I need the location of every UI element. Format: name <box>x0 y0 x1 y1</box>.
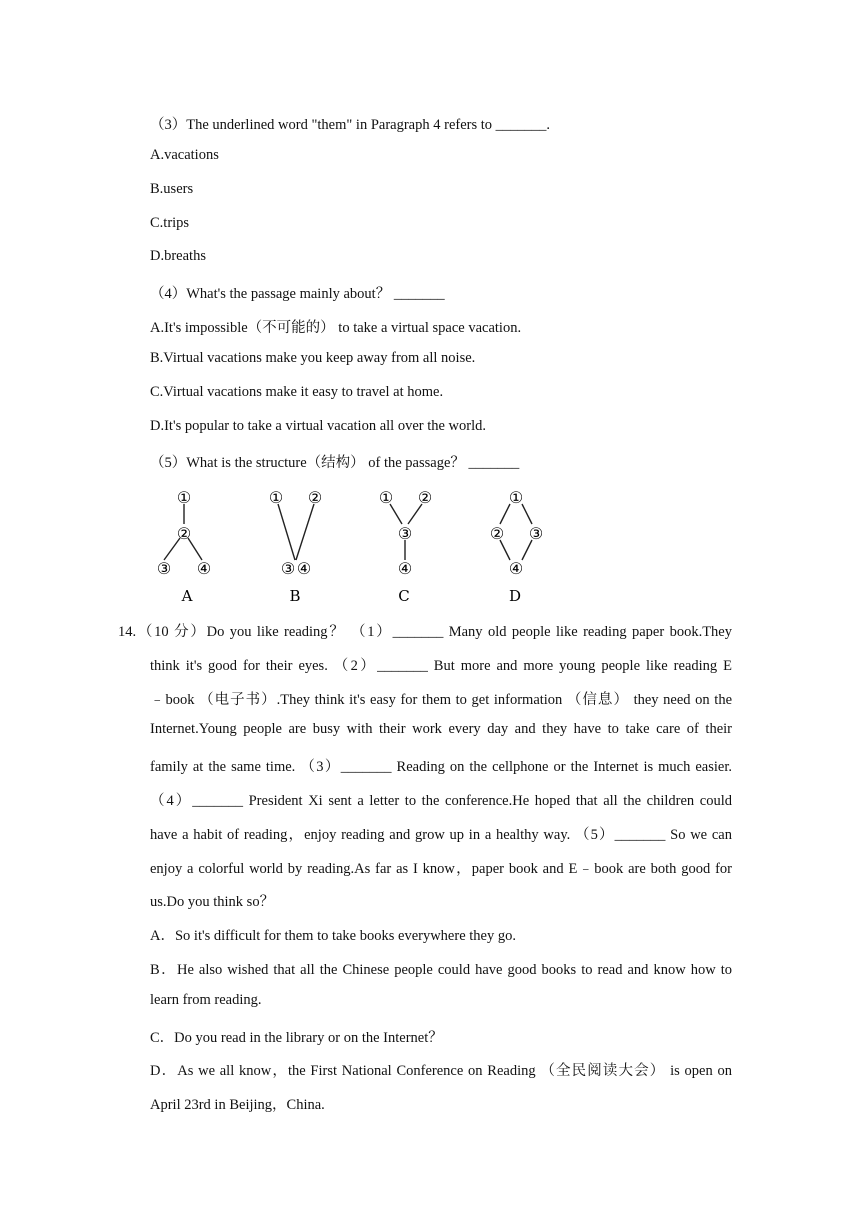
node: ② <box>489 524 505 543</box>
q14-option-c: C．Do you read in the library or on the Internet？ <box>150 1030 443 1046</box>
q14-passage-line: think it's good for their eyes. （2）_______ But more and more young people like reading E <box>150 658 732 674</box>
node: ② <box>417 488 433 507</box>
q14-option-b-cont: learn from reading. <box>150 992 262 1008</box>
node: ③ <box>280 559 296 578</box>
q3-option-a: A.vacations <box>150 147 219 163</box>
q14-passage-line: enjoy a colorful world by reading.As far as I know，paper book and E﹣book are both good for <box>150 861 732 877</box>
structure-diagrams <box>140 480 560 610</box>
diagram-d <box>500 504 532 560</box>
q14-passage-line: us.Do you think so？ <box>150 894 275 910</box>
q14-passage-line: 14.（10 分）Do you like reading？ （1）_______ Many old people like reading paper book.They <box>118 624 732 640</box>
q4-option-a: A.It's impossible（不可能的） to take a virtual space vacation. <box>150 320 522 336</box>
node: ③ <box>528 524 544 543</box>
q14-passage-line: have a habit of reading，enjoy reading and grow up in a healthy way. （5）_______ So we can <box>150 827 732 843</box>
q14-option-b: B．He also wished that all the Chinese people could have good books to read and know how to <box>150 962 732 978</box>
q5-stem: （5）What is the structure（结构） of the passage？ _______ <box>150 455 520 471</box>
q3-stem: （3）The underlined word "them" in Paragraph 4 refers to _______. <box>150 117 551 133</box>
diagram-label-d: D <box>508 587 522 605</box>
q4-option-c: C.Virtual vacations make it easy to travel at home. <box>150 384 444 400</box>
q14-option-d: D．As we all know，the First National Conference on Reading （全民阅读大会） is open on <box>150 1063 732 1079</box>
node: ① <box>268 488 284 507</box>
q14-passage-line: ﹣book （电子书）.They think it's easy for them to get information （信息） they need on the <box>150 692 732 708</box>
q14-passage-line: （4）_______ President Xi sent a letter to the conference.He hoped that all the children could <box>150 793 732 809</box>
node: ② <box>307 488 323 507</box>
node: ③ <box>397 524 413 543</box>
q14-option-d-cont: April 23rd in Beijing，China. <box>150 1097 325 1113</box>
q3-option-d: D.breaths <box>150 248 206 264</box>
diagram-label-a: A <box>181 587 193 605</box>
q4-option-d: D.It's popular to take a virtual vacation all over the world. <box>150 418 487 434</box>
q4-stem: （4）What's the passage mainly about？ _______ <box>150 286 445 302</box>
q14-passage-line: Internet.Young people are busy with their work every day and they have to take care of their <box>150 721 732 737</box>
diagram-label-c: C <box>398 587 410 605</box>
node: ④ <box>196 559 212 578</box>
q4-option-b: B.Virtual vacations make you keep away from all noise. <box>150 350 476 366</box>
q3-option-b: B.users <box>150 181 194 197</box>
node: ④ <box>397 559 413 578</box>
q14-passage-line: family at the same time. （3）_______ Reading on the cellphone or the Internet is much easier. <box>150 759 732 775</box>
diagram-label-b: B <box>289 587 301 605</box>
node: ④ <box>508 559 524 578</box>
node: ④ <box>296 559 312 578</box>
q14-option-a: A．So it's difficult for them to take books everywhere they go. <box>150 928 516 944</box>
q3-option-c: C.trips <box>150 215 190 231</box>
node: ② <box>176 524 192 543</box>
node: ① <box>508 488 524 507</box>
node: ① <box>176 488 192 507</box>
node: ③ <box>156 559 172 578</box>
node: ① <box>378 488 394 507</box>
diagram-b <box>278 504 314 560</box>
